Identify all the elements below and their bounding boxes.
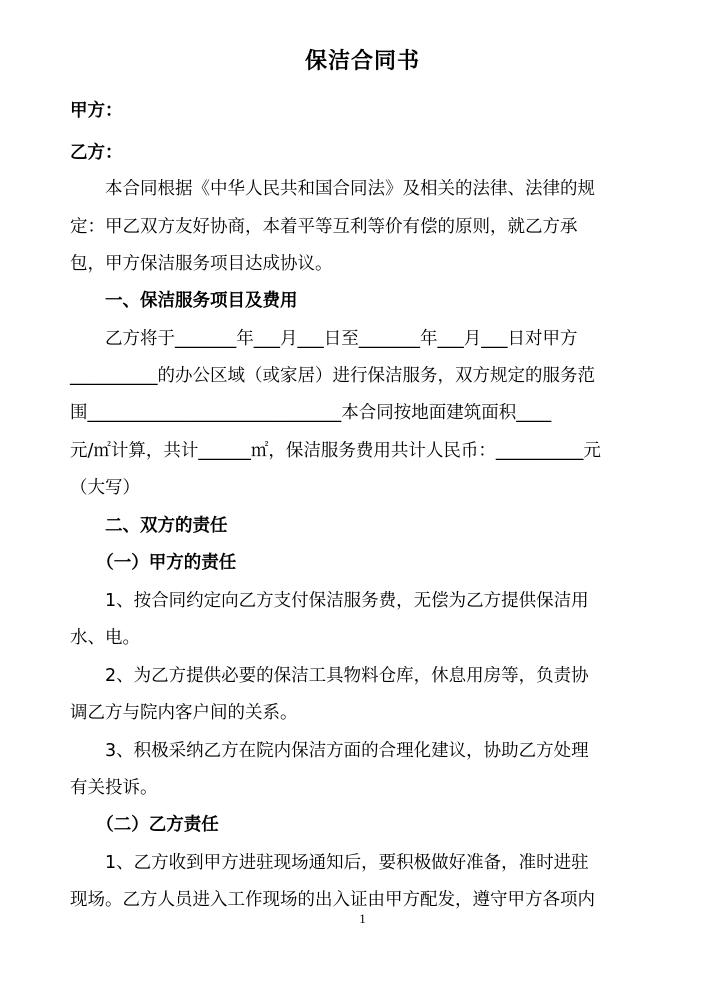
service-line-4: 元/㎡计算，共计______㎡，保洁服务费用共计人民币：__________元 bbox=[70, 441, 601, 461]
subsection-party-a-heading: （一）甲方的责任 bbox=[70, 553, 237, 573]
party-b-duty-1-line-2: 现场。乙方人员进入工作现场的出入证由甲方配发，遵守甲方各项内 bbox=[70, 890, 595, 910]
party-a-duty-1-line-2: 水、电。 bbox=[70, 628, 140, 648]
party-a-duty-1-line-1: 1、按合同约定向乙方支付保洁服务费，无偿为乙方提供保洁用 bbox=[70, 591, 589, 611]
party-a-label: 甲方： bbox=[70, 101, 123, 121]
service-line-1: 乙方将于_______年___月___日至_______年___月___日对甲方 bbox=[70, 329, 578, 349]
party-b-duty-1-line-1: 1、乙方收到甲方进驻现场通知后，要积极做好准备，准时进驻 bbox=[70, 853, 589, 873]
service-line-5: （大写） bbox=[70, 478, 140, 498]
document-title: 保洁合同书 bbox=[304, 49, 420, 74]
section-1-heading: 一、保洁服务项目及费用 bbox=[70, 291, 298, 311]
intro-line-2: 定：甲乙双方友好协商，本着平等互利等价有偿的原则，就乙方承 bbox=[70, 217, 578, 237]
section-2-heading: 二、双方的责任 bbox=[70, 516, 228, 536]
service-line-3: 围_____________________________本合同按地面建筑面积____ bbox=[70, 403, 552, 423]
party-a-duty-2-line-1: 2、为乙方提供必要的保洁工具物料仓库，休息用房等，负责协 bbox=[70, 666, 589, 686]
service-line-2: __________的办公区域（或家居）进行保洁服务，双方规定的服务范 bbox=[70, 366, 595, 386]
party-b-label: 乙方： bbox=[70, 143, 123, 163]
party-a-duty-3-line-1: 3、积极采纳乙方在院内保洁方面的合理化建议，协助乙方处理 bbox=[70, 741, 589, 761]
party-a-duty-3-line-2: 有关投诉。 bbox=[70, 778, 158, 798]
intro-line-3: 包，甲方保洁服务项目达成协议。 bbox=[70, 254, 333, 274]
page-number: 1 bbox=[359, 911, 366, 926]
subsection-party-b-heading: （二）乙方责任 bbox=[70, 815, 219, 835]
party-a-duty-2-line-2: 调乙方与院内客户间的关系。 bbox=[70, 703, 298, 723]
intro-line-1: 本合同根据《中华人民共和国合同法》及相关的法律、法律的规 bbox=[70, 179, 595, 199]
